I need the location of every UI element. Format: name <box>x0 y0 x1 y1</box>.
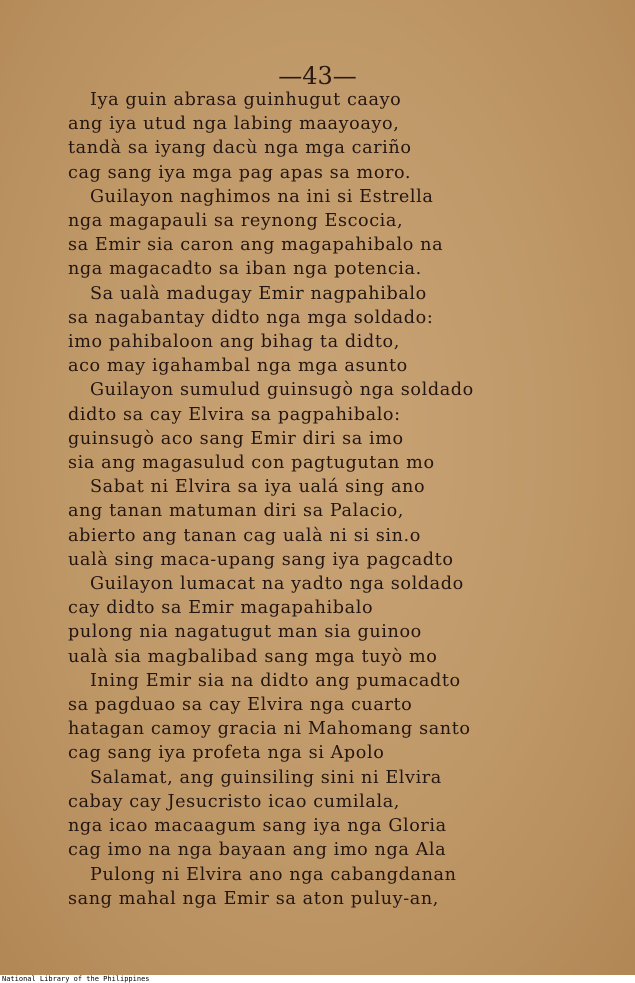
text-line: aco may igahambal nga mga asunto <box>68 356 408 377</box>
stanza <box>68 766 608 863</box>
text-line: Sa ualà madugay Emir nagpahibalo <box>90 283 427 304</box>
text-line: nga magacadto sa iban nga potencia. <box>68 259 422 280</box>
text-line: sa Emir sia caron ang magapahibalo na <box>68 235 444 256</box>
text-line: Guilayon lumacat na yadto nga soldado <box>90 574 464 595</box>
text-line: Ining Emir sia na didto ang pumacadto <box>90 670 461 691</box>
text-line: imo pahibaloon ang bihag ta didto, <box>68 332 400 353</box>
stanza <box>68 669 608 766</box>
text-line: sa nagabantay didto nga mga soldado: <box>68 307 434 328</box>
text-line: cag sang iya profeta nga si Apolo <box>68 743 385 764</box>
text-line: cay didto sa Emir magapahibalo <box>68 598 374 619</box>
text-line: ang tanan matuman diri sa Palacio, <box>68 501 404 522</box>
stanza <box>68 378 608 475</box>
stanza <box>68 282 608 379</box>
stanza <box>68 88 608 185</box>
text-line: tandà sa iyang dacù nga mga cariño <box>68 138 412 159</box>
text-line: pulong nia nagatugut man sia guinoo <box>68 622 422 643</box>
stanza <box>68 863 608 911</box>
text-line: sang mahal nga Emir sa aton puluy-an, <box>68 888 439 909</box>
text-line: sia ang magasulud con pagtugutan mo <box>68 453 435 474</box>
text-line: Guilayon sumulud guinsugò nga soldado <box>90 380 474 401</box>
text-line: ualà sia magbalibad sang mga tuyò mo <box>68 646 438 667</box>
text-line: sa pagduao sa cay Elvira nga cuarto <box>68 695 413 716</box>
poem-text <box>68 88 608 911</box>
text-line: abierto ang tanan cag ualà ni si sin.o <box>68 525 421 546</box>
text-line: cag imo na nga bayaan ang imo nga Ala <box>68 840 447 861</box>
text-line: ang iya utud nga labing maayoayo, <box>68 114 400 135</box>
text-line: Pulong ni Elvira ano nga cabangdanan <box>90 864 457 885</box>
text-line: hatagan camoy gracia ni Mahomang santo <box>68 719 471 740</box>
page-number: —43— <box>278 62 357 90</box>
text-line: ualà sing maca-upang sang iya pagcadto <box>68 549 454 570</box>
text-line: Sabat ni Elvira sa iya ualá sing ano <box>90 477 426 498</box>
text-line: nga icao macaagum sang iya nga Gloria <box>68 816 447 837</box>
stanza <box>68 185 608 282</box>
text-line: cag sang iya mga pag apas sa moro. <box>68 162 412 183</box>
text-line: Iya guin abrasa guinhugut caayo <box>90 90 402 110</box>
stanza <box>68 475 608 572</box>
text-line: guinsugò aco sang Emir diri sa imo <box>68 428 404 449</box>
footer-credit: National Library of the Philippines <box>2 975 150 983</box>
text-line: didto sa cay Elvira sa pagpahibalo: <box>68 404 401 425</box>
text-line: nga magapauli sa reynong Escocia, <box>68 211 404 232</box>
stanza <box>68 572 608 669</box>
text-line: cabay cay Jesucristo icao cumilala, <box>68 791 400 812</box>
text-line: Guilayon naghimos na ini si Estrella <box>90 186 434 207</box>
text-line: Salamat, ang guinsiling sini ni Elvira <box>90 767 442 788</box>
